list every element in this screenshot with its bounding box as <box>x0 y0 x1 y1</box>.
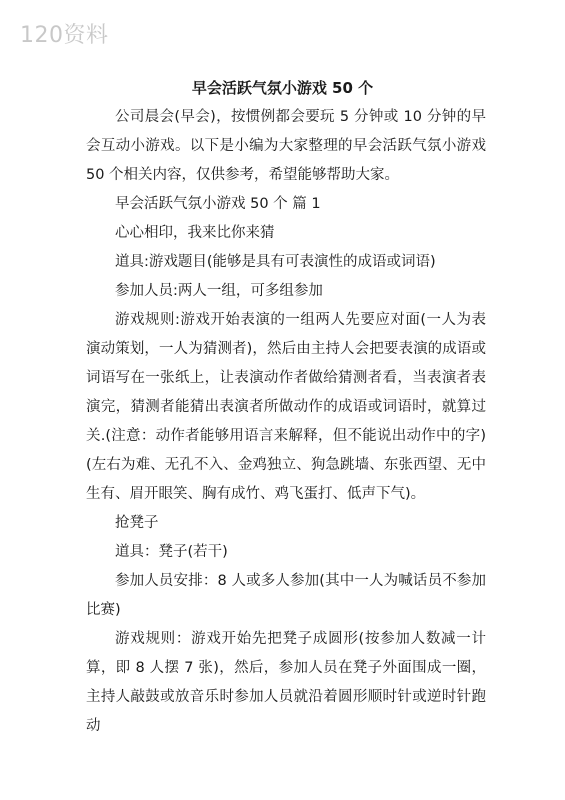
game-1-participants: 参加人员:两人一组，可多组参加 <box>115 283 323 299</box>
game-1-rules: 游戏规则:游戏开始表演的一组两人先要应对面(一人为表演动策划，一人为猜测者)，然后由主持人会把要表演的成语或词语写在一张纸上，让表演动作者做给猜测者看，当表演者表演完，猜测者能猜出表演者所做动作的成语或词语时，就算过关.(注意：动作者能够用语言来解释，但不能说出动作中的字)(左右为难、无孔不入、金鸡独立、狗急跳墙、东张西望、无中生有、眉开眼笑、胸有成竹、鸡飞蛋打、低声下气)。 <box>86 312 486 502</box>
intro-paragraph: 公司晨会(早会)，按惯例都会要玩 5 分钟或 10 分钟的早会互动小游戏。以下是小编为大家整理的早会活跃气氛小游戏 50 个相关内容，仅供参考，希望能够帮助大家。 <box>86 109 486 183</box>
page-title: 早会活跃气氛小游戏 50 个 <box>191 79 374 97</box>
watermark: 120资料 <box>20 23 109 48</box>
game-2-props: 道具：凳子(若干) <box>115 544 228 560</box>
section-heading: 早会活跃气氛小游戏 50 个 篇 1 <box>115 196 321 212</box>
game-title-2: 抢凳子 <box>115 515 159 531</box>
game-1-props: 道具:游戏题目(能够是具有可表演性的成语或词语) <box>115 254 436 270</box>
document-body <box>86 103 486 741</box>
game-2-participants: 参加人员安排：8 人或多人参加(其中一人为喊话员不参加比赛) <box>86 573 486 618</box>
game-2-rules: 游戏规则：游戏开始先把凳子成圆形(按参加人数减一计算，即 8 人摆 7 张)，然后，参加人员在凳子外面围成一圈，主持人敲鼓或放音乐时参加人员就沿着圆形顺时针或逆时针跑动 <box>86 631 486 734</box>
game-title-1: 心心相印，我来比你来猜 <box>115 225 275 241</box>
